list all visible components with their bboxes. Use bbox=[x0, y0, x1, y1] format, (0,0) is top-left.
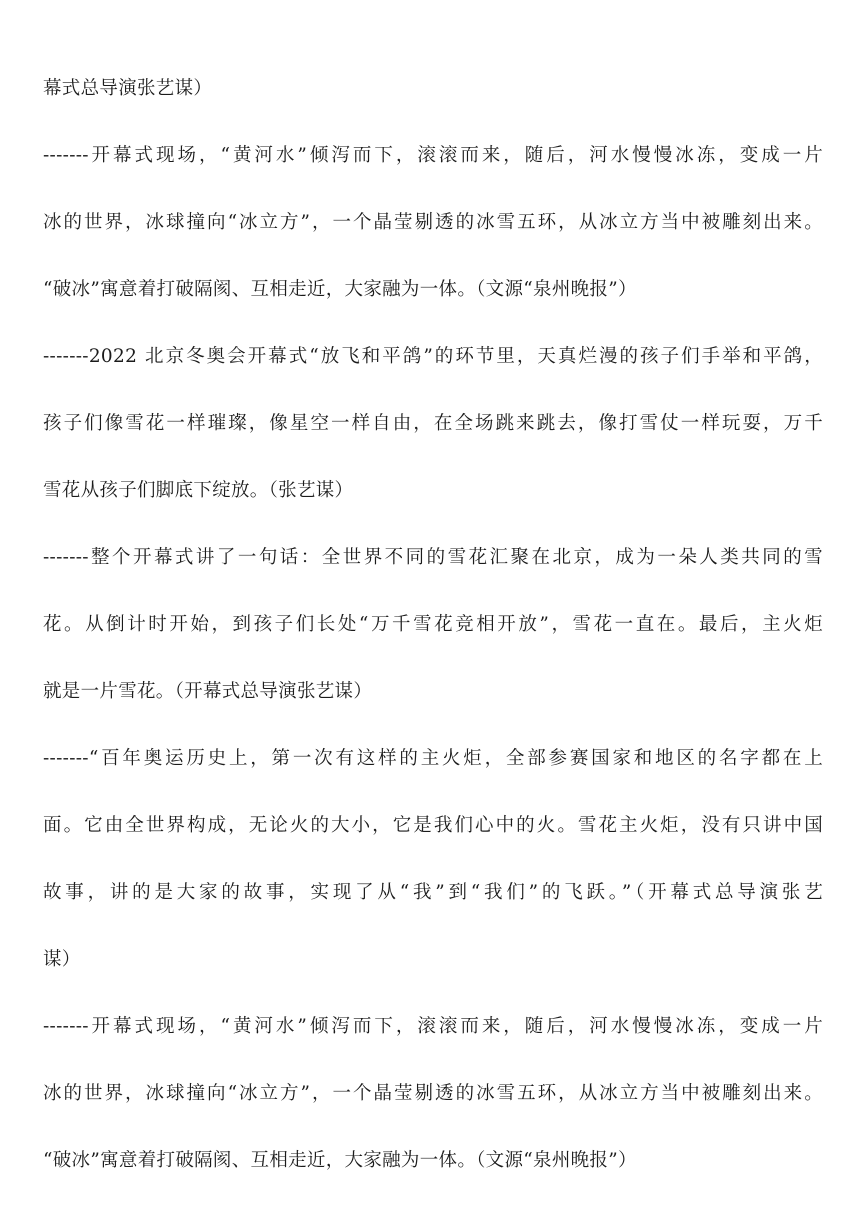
text-line: 故事，讲的是大家的故事，实现了从“我”到“我们”的飞跃。”（开幕式总导演张艺 bbox=[43, 882, 823, 903]
text-line: 面。它由全世界构成，无论火的大小，它是我们心中的火。雪花主火炬，没有只讲中国 bbox=[43, 815, 823, 836]
text-line: 就是一片雪花。（开幕式总导演张艺谋） bbox=[43, 681, 373, 702]
text-line: 冰的世界，冰球撞向“冰立方”，一个晶莹剔透的冰雪五环，从冰立方当中被雕刻出来。 bbox=[43, 212, 823, 233]
text-line: -------开幕式现场，“黄河水”倾泻而下，滚滚而来，随后，河水慢慢冰冻，变成一片 bbox=[43, 1016, 823, 1037]
text-line: 幕式总导演张艺谋） bbox=[43, 78, 213, 99]
text-line: -------开幕式现场，“黄河水”倾泻而下，滚滚而来，随后，河水慢慢冰冻，变成一片 bbox=[43, 145, 823, 166]
text-line: “破冰”寓意着打破隔阂、互相走近，大家融为一体。（文源“泉州晚报”） bbox=[43, 279, 637, 300]
text-line: 雪花从孩子们脚底下绽放。（张艺谋） bbox=[43, 480, 354, 501]
text-line: 孩子们像雪花一样璀璨，像星空一样自由，在全场跳来跳去，像打雪仗一样玩耍，万千 bbox=[43, 413, 823, 434]
text-line: “破冰”寓意着打破隔阂、互相走近，大家融为一体。（文源“泉州晚报”） bbox=[43, 1150, 637, 1171]
text-line: 谋） bbox=[43, 949, 81, 970]
text-line: -------“百年奥运历史上，第一次有这样的主火炬，全部参赛国家和地区的名字都在上 bbox=[43, 748, 823, 769]
text-line: 花。从倒计时开始，到孩子们长处“万千雪花竞相开放”，雪花一直在。最后，主火炬 bbox=[43, 614, 823, 635]
text-line: -------2022 北京冬奥会开幕式“放飞和平鸽”的环节里，天真烂漫的孩子们手举和平鸽， bbox=[43, 346, 823, 367]
text-line: 冰的世界，冰球撞向“冰立方”，一个晶莹剔透的冰雪五环，从冰立方当中被雕刻出来。 bbox=[43, 1083, 823, 1104]
text-line: -------整个开幕式讲了一句话：全世界不同的雪花汇聚在北京，成为一朵人类共同的雪 bbox=[43, 547, 823, 568]
